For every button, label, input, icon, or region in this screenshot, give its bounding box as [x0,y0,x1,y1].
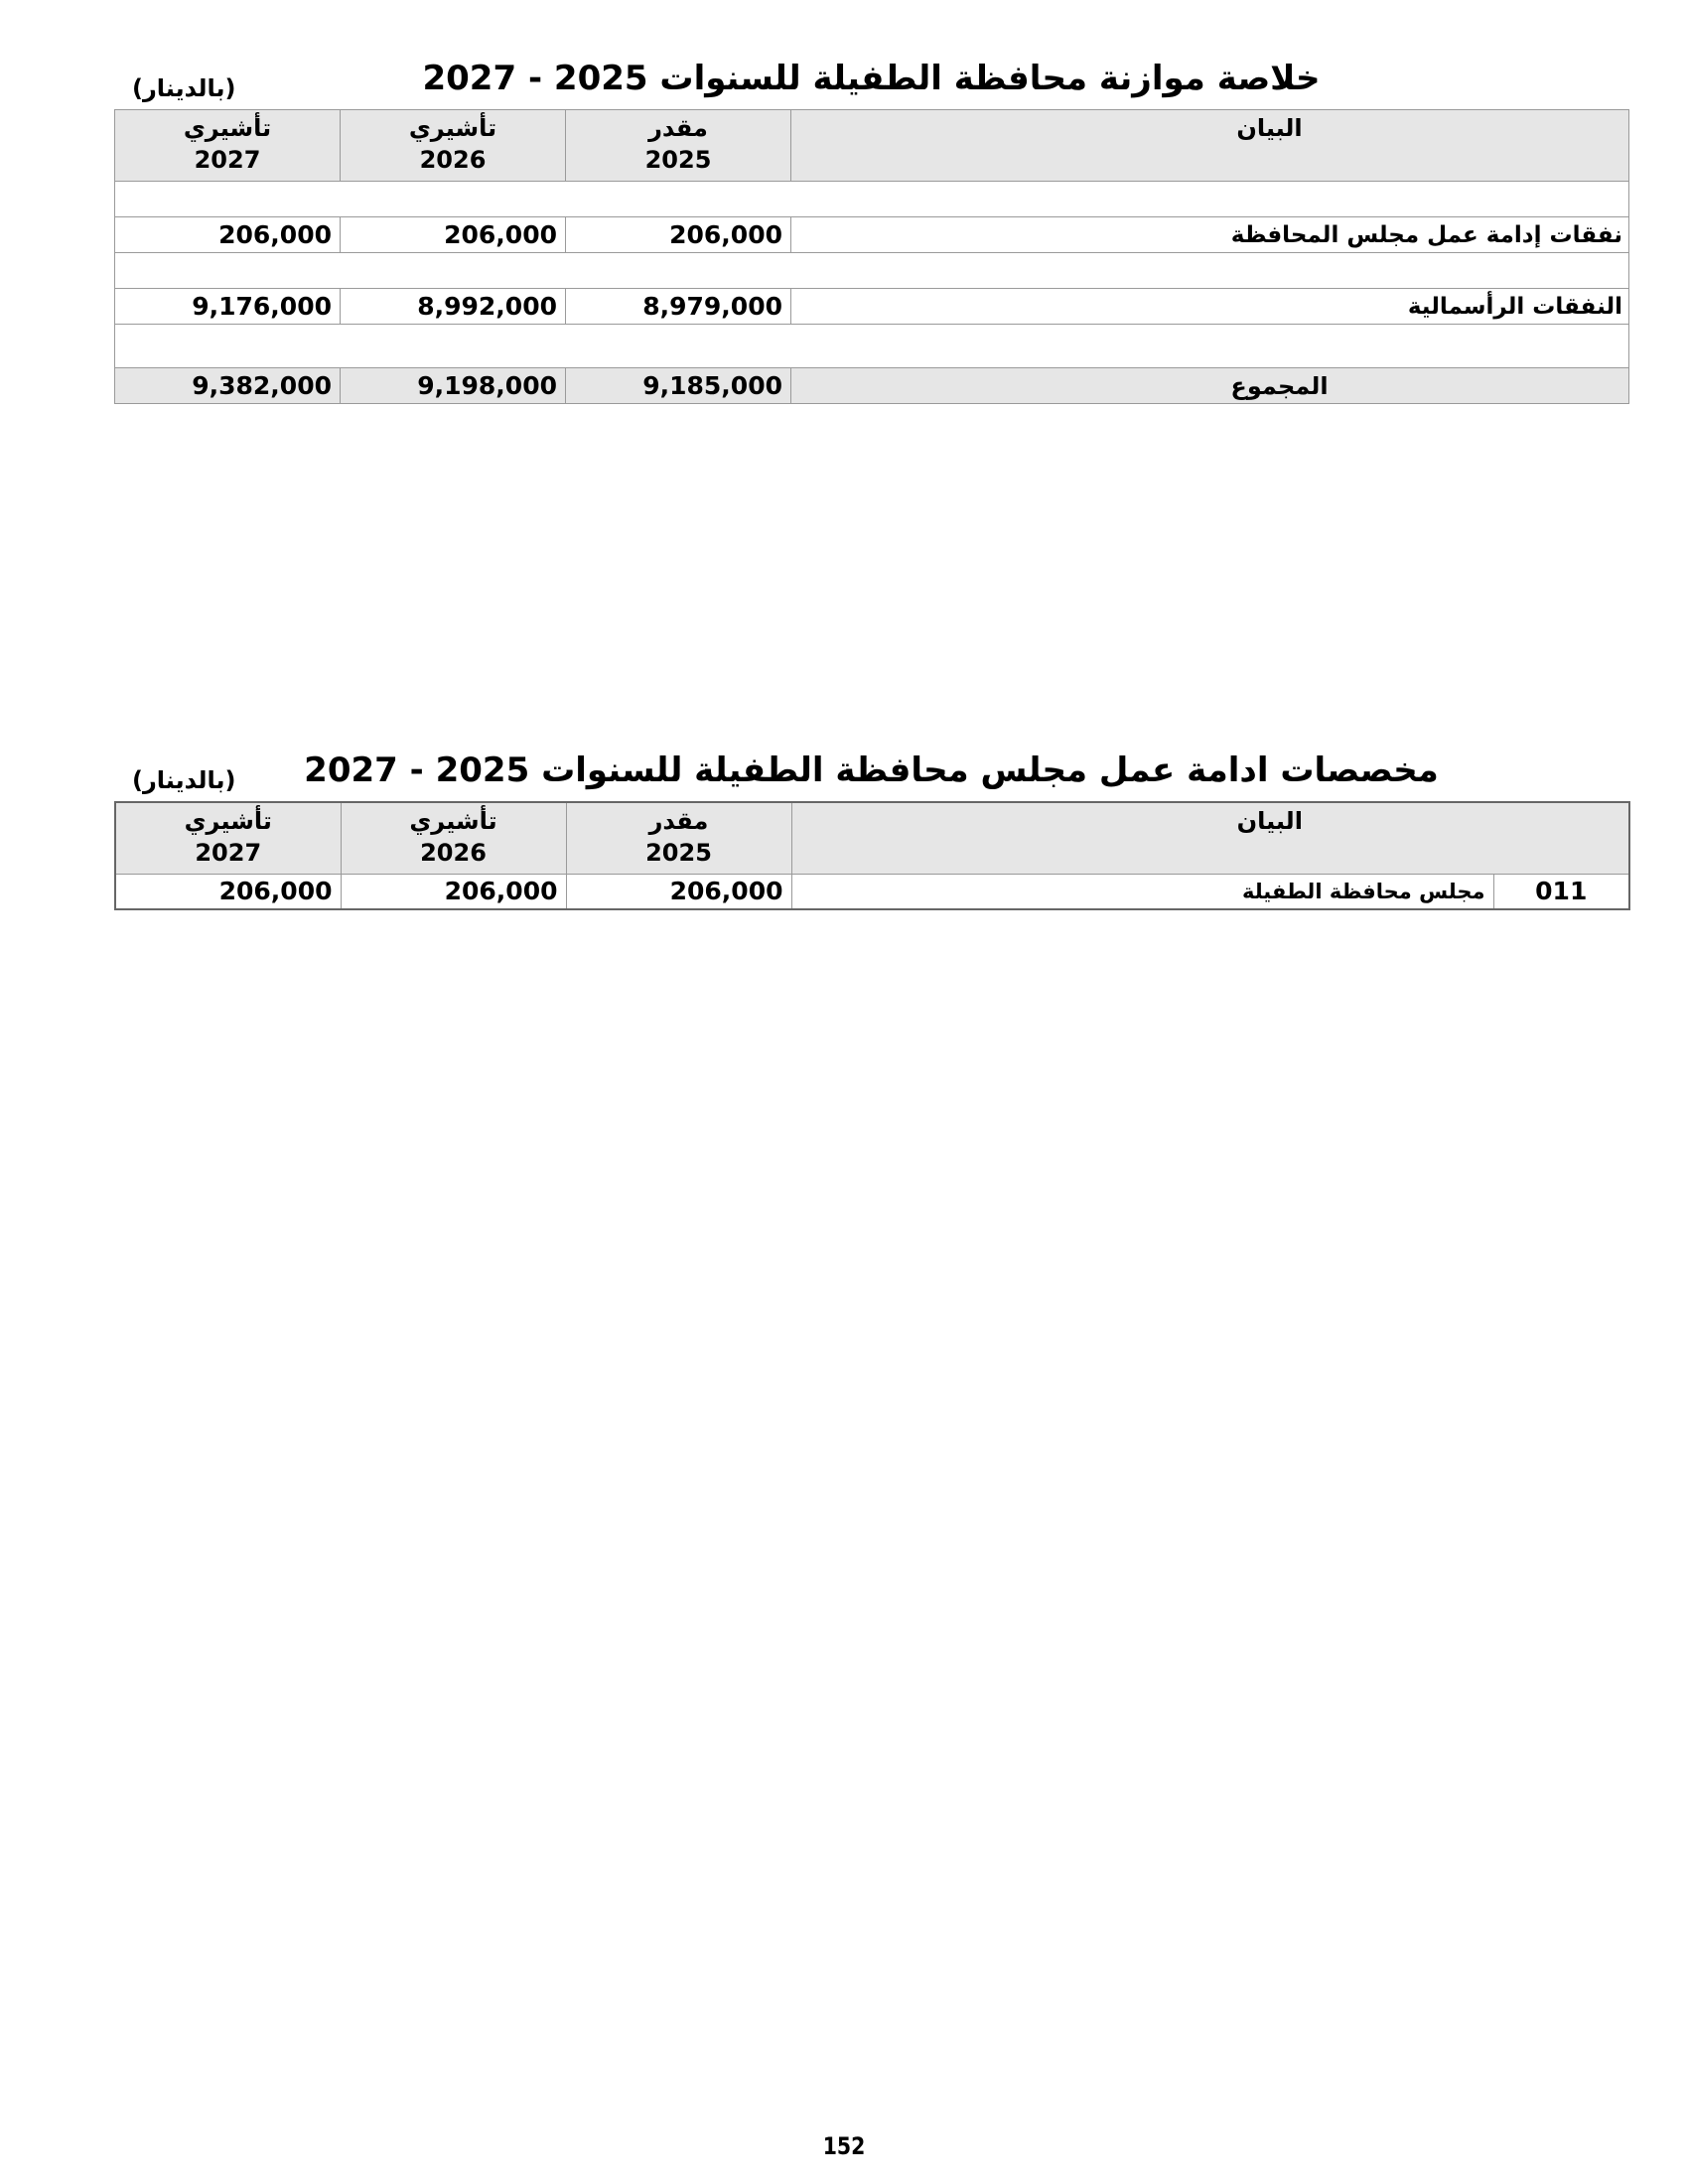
summary-title: خلاصة موازنة محافظة الطفيلة للسنوات 2025 - 2027 [422,59,1321,98]
summary-unit-label: (بالدينار) [132,74,236,102]
allocations-section [114,747,1628,910]
header-2025-type: مقدر [648,807,709,835]
cell-2026: 8,992,000 [341,289,566,325]
spacer-row [115,182,1629,217]
header-2026 [341,110,566,182]
header-2026-type: تأشيري [409,807,497,835]
header-2025-year: 2025 [645,839,712,867]
header-2027 [115,802,341,874]
header-2026-year: 2026 [420,839,487,867]
cell-2026: 206,000 [341,874,566,909]
allocations-unit-label: (بالدينار) [132,766,236,794]
page-number: 152 [822,2132,866,2160]
header-2027 [115,110,341,182]
allocations-table [114,801,1630,910]
header-2026-type: تأشيري [408,114,497,142]
budget-summary-section [114,55,1628,404]
cell-2025: 8,979,000 [566,289,791,325]
header-label: البيان [791,802,1629,874]
cell-2027: 206,000 [115,874,341,909]
table-row [115,874,1629,909]
total-2027: 9,382,000 [115,368,341,404]
header-label: البيان [791,110,1629,182]
cell-2025: 206,000 [566,874,791,909]
total-2025: 9,185,000 [566,368,791,404]
row-label: النفقات الرأسمالية [791,289,1629,325]
row-label: نفقات إدامة عمل مجلس المحافظة [791,217,1629,253]
table-row [115,217,1629,253]
total-row [115,368,1629,404]
header-2025-type: مقدر [648,114,708,142]
header-2026 [341,802,566,874]
header-2025 [566,802,791,874]
total-label: المجموع [791,368,1629,404]
allocations-title: مخصصات ادامة عمل مجلس محافظة الطفيلة للسنوات 2025 - 2027 [304,751,1439,790]
allocations-header-row [115,802,1629,874]
summary-title-row [114,55,1628,109]
header-2027-type: تأشيري [183,114,272,142]
header-2027-year: 2027 [194,146,261,174]
row-code: 011 [1493,874,1629,909]
header-2026-year: 2026 [419,146,487,174]
table-row [115,289,1629,325]
cell-2025: 206,000 [566,217,791,253]
cell-2026: 206,000 [341,217,566,253]
allocations-title-row [114,747,1628,801]
spacer-row [115,325,1629,368]
total-2026: 9,198,000 [341,368,566,404]
header-2027-year: 2027 [195,839,262,867]
cell-2027: 206,000 [115,217,341,253]
spacer-row [115,253,1629,289]
row-label: مجلس محافظة الطفيلة [791,874,1493,909]
cell-2027: 9,176,000 [115,289,341,325]
header-2027-type: تأشيري [184,807,272,835]
summary-header-row [115,110,1629,182]
header-2025 [566,110,791,182]
summary-table [114,109,1629,404]
header-2025-year: 2025 [644,146,712,174]
